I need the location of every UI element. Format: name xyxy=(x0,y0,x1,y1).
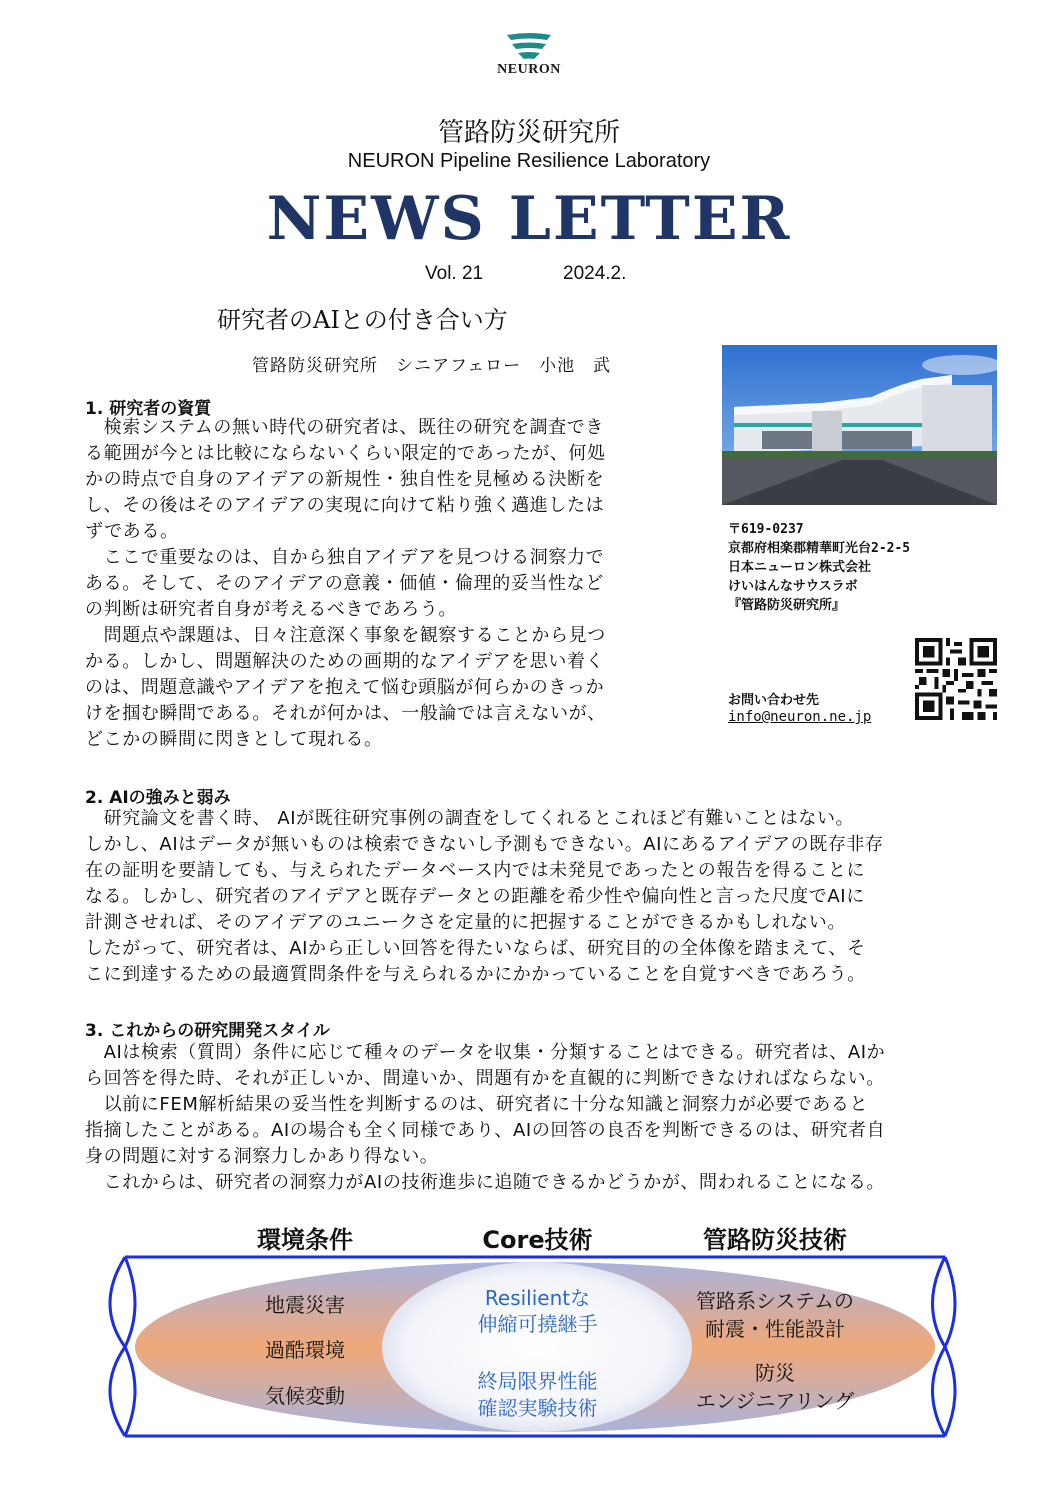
core-line: 終局限界性能 xyxy=(477,1369,598,1393)
section1-line: 問題点や課題は、日々注意深く事象を観察することから見つ xyxy=(85,625,606,646)
section2-heading: 2. AIの強みと弱み xyxy=(85,788,231,808)
pipeline-tech-line: 防災 xyxy=(755,1361,795,1385)
pipeline-tech-line: 耐震・性能設計 xyxy=(705,1317,845,1341)
contact-block xyxy=(728,520,910,615)
section1-line: のは、問題意識やアイデアを抱えて悩む頭脳が何らかのきっか xyxy=(85,677,605,698)
article-title: 研究者のAIとの付き合い方 xyxy=(217,306,508,334)
section1-line: ある。そして、そのアイデアの意義・価値・倫理的妥当性など xyxy=(85,573,604,594)
inquiry-email-link[interactable]: info@neuron.ne.jp xyxy=(728,709,872,725)
lab-name-ja: 管路防災研究所 xyxy=(437,118,620,148)
newsletter-title: NEWS LETTER xyxy=(266,184,792,254)
section3-heading: 3. これからの研究開発スタイル xyxy=(85,1021,330,1041)
core-line: 伸縮可撓継手 xyxy=(477,1312,598,1336)
section1-line: ずである。 xyxy=(85,521,179,542)
section3-line: 指摘したことがある。AIの場合も全く同様であり、AIの回答の良否を判断できるのは、研究者自 xyxy=(85,1120,886,1141)
section2-body xyxy=(85,806,990,988)
lab-name-en: NEURON Pipeline Resilience Laboratory xyxy=(347,150,711,172)
diagram-col-left-title: 環境条件 xyxy=(257,1226,353,1254)
section3-line: 以前にFEM解析結果の妥当性を判断するのは、研究者に十分な知識と洞察力が必要であると xyxy=(85,1094,869,1115)
building-photo xyxy=(722,345,997,505)
company-name: 日本ニューロン株式会社 xyxy=(728,560,872,575)
section2-line: こに到達するための最適質問条件を与えられるかにかかっていることを自覚すべきであろう。 xyxy=(85,964,866,985)
section1-line: かる。しかし、問題解決のための画期的なアイデアを思い着く xyxy=(85,651,605,672)
section2-line: 計測させれば、そのアイデアのユニークさを定量的に把握することができるかもしれない。 xyxy=(85,912,846,933)
section2-line: 在の証明を要請しても、与えられたデータベース内では未発見であったとの報告を得ることに xyxy=(85,860,866,881)
lab-branch: けいはんなサウスラボ xyxy=(728,579,858,594)
section1-line: し、その後はそのアイデアの実現に向けて粘り強く邁進したは xyxy=(85,495,605,516)
pipeline-tech-line: エンジニアリング xyxy=(695,1389,855,1413)
author-line: 管路防災研究所 シニアフェロー 小池 武 xyxy=(252,356,612,376)
section1-line: どこかの瞬間に閃きとして現れる。 xyxy=(85,729,383,750)
section1-line: けを掴む瞬間である。それが何かは、一般論では言えないが、 xyxy=(85,703,606,724)
section2-line: しかし、AIはデータが無いものは検索できないし予測もできない。AIにあるアイデアの既存非存 xyxy=(85,834,884,855)
section3-line: 身の問題に対する洞察力しかあり得ない。 xyxy=(85,1146,439,1167)
env-item: 過酷環境 xyxy=(265,1338,345,1362)
postal-code: 〒619-0237 xyxy=(728,522,804,537)
section1-line: る範囲が今とは比較にならないくらい限定的であったが、何処 xyxy=(85,443,606,464)
logo-text: NEURON xyxy=(497,62,561,77)
env-item: 気候変動 xyxy=(265,1384,345,1408)
address: 京都府相楽郡精華町光台2-2-5 xyxy=(728,541,911,556)
lab-name: 『管路防災研究所』 xyxy=(728,598,846,613)
issue-volume: Vol. 21 xyxy=(425,263,484,284)
section3-body xyxy=(85,1040,990,1196)
section2-line: なる。しかし、研究者のアイデアと既存データとの距離を希少性や偏向性と言った尺度でAIに xyxy=(85,886,865,907)
section3-line: ら回答を得た時、それが正しいか、間違いか、問題有かを直観的に判断できなければならない。 xyxy=(85,1068,885,1089)
core-line: 確認実験技術 xyxy=(477,1396,598,1420)
issue-date: 2024.2. xyxy=(563,263,627,284)
diagram-col-right-title: 管路防災技術 xyxy=(703,1226,847,1254)
diagram-col-center-title: Core技術 xyxy=(482,1226,593,1254)
section1-line: の判断は研究者自身が考えるべきであろう。 xyxy=(85,599,457,620)
section2-line: したがって、研究者は、AIから正しい回答を得たいならば、研究目的の全体像を踏まえて、そ xyxy=(85,938,866,959)
pipeline-tech-line: 管路系システムの xyxy=(696,1289,854,1313)
neuron-logo-icon xyxy=(505,32,553,62)
env-item: 地震災害 xyxy=(265,1293,345,1317)
section1-line: 検索システムの無い時代の研究者は、既往の研究を調査でき xyxy=(85,417,604,438)
section3-line: これからは、研究者の洞察力がAIの技術進歩に追随できるかどうかが、問われることになる。 xyxy=(85,1172,886,1193)
qr-code-icon[interactable] xyxy=(915,638,997,720)
section1-heading: 1. 研究者の資質 xyxy=(85,399,212,419)
section2-line: 研究論文を書く時、 AIが既往研究事例の調査をしてくれるとこれほど有難いことはない。 xyxy=(85,808,855,829)
core-line: Resilientな xyxy=(484,1286,591,1310)
section3-line: AIは検索（質問）条件に応じて種々のデータを収集・分類することはできる。研究者は、AIか xyxy=(85,1042,886,1063)
section1-line: かの時点で自身のアイデアの新規性・独自性を見極める決断を xyxy=(85,469,605,490)
section1-line: ここで重要なのは、自から独自アイデアを見つける洞察力で xyxy=(85,547,605,568)
inquiry-label: お問い合わせ先 xyxy=(728,693,820,708)
section1-body xyxy=(85,415,695,753)
